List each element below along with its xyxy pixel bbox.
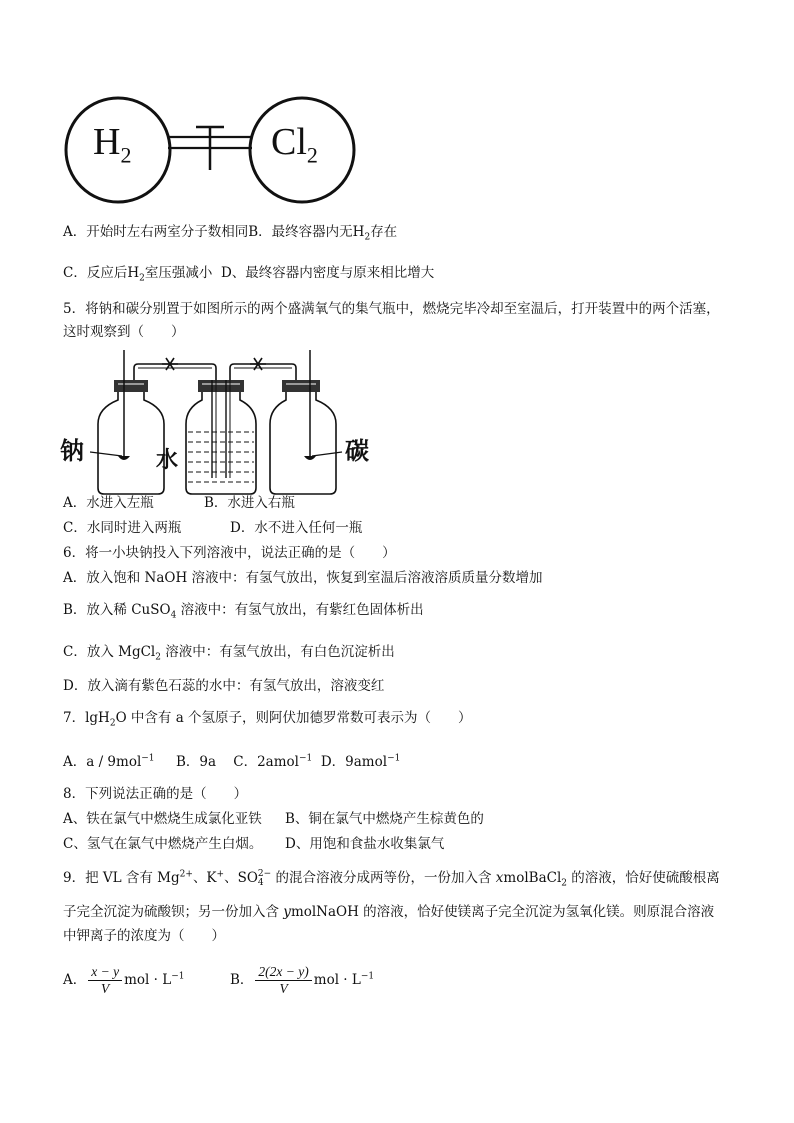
q6-option-d[interactable]: D．放入滴有紫色石蕊的水中：有氢气放出，溶液变红 (63, 678, 385, 694)
label-water: 水 (156, 448, 179, 473)
left-bottle (98, 392, 164, 494)
q6-option-b[interactable]: B．放入稀 CuSO$_4$ 溶液中：有氢气放出，有紫红色固体析出 (63, 602, 424, 621)
left-spoon (118, 456, 130, 460)
q6-option-a[interactable]: A．放入饱和 NaOH 溶液中：有氢气放出，恢复到室温后溶液溶质质量分数增加 (63, 570, 543, 586)
label-sodium: 钠 (60, 437, 84, 465)
q8-option-b[interactable]: B、铜在氯气中燃烧产生棕黄色的 (285, 811, 484, 827)
c-pointer (312, 452, 342, 456)
middle-stopper (198, 380, 244, 392)
q6-stem: 6．将一小块钠投入下列溶液中，说法正确的是（ ） (63, 545, 396, 561)
q5-stem-line2: 这时观察到（ ） (63, 324, 185, 340)
cl2-label: $Cl_2$ (271, 121, 318, 168)
left-connector-tube (134, 364, 216, 380)
right-connector-tube (230, 364, 296, 380)
q4-options-row1 (63, 222, 397, 242)
q6-option-c[interactable]: C．放入 MgCl$_2$ 溶液中：有氢气放出，有白色沉淀析出 (63, 644, 395, 663)
q7-options (63, 752, 400, 772)
q9-option-b-fraction: $\frac{2(2x - y)}{V}$ (255, 964, 311, 997)
na-pointer (90, 452, 122, 456)
q9-option-a[interactable]: A． $\frac{x - y}{V}$ mol · $L^{-1}$ (63, 964, 185, 996)
q9-option-a-fraction: $\frac{x - y}{V}$ (88, 964, 122, 997)
q9-stem-line1: 9．把 VL 含有 $Mg^{2+}$、K+、SO 2− 4 的混合溶液分成两等份，一份加入含 xmolBaCl$_2$ 的溶液，恰好使硫酸根离 (63, 868, 720, 889)
right-spoon (304, 456, 316, 460)
left-stopper (114, 380, 148, 392)
q5-option-d[interactable]: D．水不进入任何一瓶 (230, 520, 363, 536)
q7-option-c[interactable]: C．2amol$^{-1}$ (233, 753, 313, 770)
label-carbon: 碳 (345, 437, 369, 465)
q4-option-a[interactable]: A．开始时左右两室分子数相同 (63, 224, 249, 240)
q5-options-row2 (63, 518, 363, 538)
middle-bottle (186, 392, 256, 494)
q7-option-a[interactable]: A．a / 9mol$^{-1}$ (63, 753, 155, 770)
q9-stem-line3: 中钾离子的浓度为（ ） (63, 928, 225, 944)
q9-option-b[interactable]: B． $\frac{2(2x - y)}{V}$ mol · $L^{-1}$ (230, 964, 375, 996)
q8-option-d[interactable]: D、用饱和食盐水收集氯气 (285, 836, 445, 852)
h2-label: $H_2$ (93, 121, 132, 168)
q5-options-row1 (63, 493, 295, 513)
q8-option-a[interactable]: A、铁在氯气中燃烧生成氯化亚铁 (63, 811, 262, 827)
q8-options-row2 (63, 834, 445, 854)
q8-options-row1 (63, 809, 484, 829)
right-stopper (282, 380, 320, 392)
q4-option-c[interactable]: C．反应后$H_2$室压强减小 (63, 265, 213, 284)
water-level (188, 432, 254, 482)
q9-stem-line2: 子完全沉淀为硫酸钡；另一份加入含 ymolNaOH 的溶液，恰好使镁离子完全沉淀为氢氧化镁。则原混合溶液 (63, 904, 715, 920)
q5-option-c[interactable]: C．水同时进入两瓶 (63, 520, 182, 536)
q5-option-a[interactable]: A．水进入左瓶 (63, 495, 154, 511)
q5-stem-line1: 5．将钠和碳分别置于如图所示的两个盛满氧气的集气瓶中，燃烧完毕冷却至室温后，打开装置中的两个活塞， (63, 301, 720, 317)
q7-option-d[interactable]: D．9amol$^{-1}$ (320, 753, 401, 770)
q8-stem: 8．下列说法正确的是（ ） (63, 786, 248, 802)
q7-stem: 7．lgH$_2$O 中含有 a 个氢原子，则阿伏加德罗常数可表示为（ ） (63, 710, 472, 729)
q8-option-c[interactable]: C、氢气在氯气中燃烧产生白烟。 (63, 836, 263, 852)
gas-bottle-apparatus (90, 348, 380, 496)
q4-option-d[interactable]: D、最终容器内密度与原来相比增大 (220, 265, 435, 281)
q4-options-row2 (63, 263, 434, 283)
q5-option-b[interactable]: B．水进入右瓶 (204, 495, 295, 511)
right-bottle (270, 392, 336, 494)
q4-option-b[interactable]: B．最终容器内无$H_2$存在 (248, 224, 398, 243)
q7-option-b[interactable]: B．9a (176, 754, 217, 770)
